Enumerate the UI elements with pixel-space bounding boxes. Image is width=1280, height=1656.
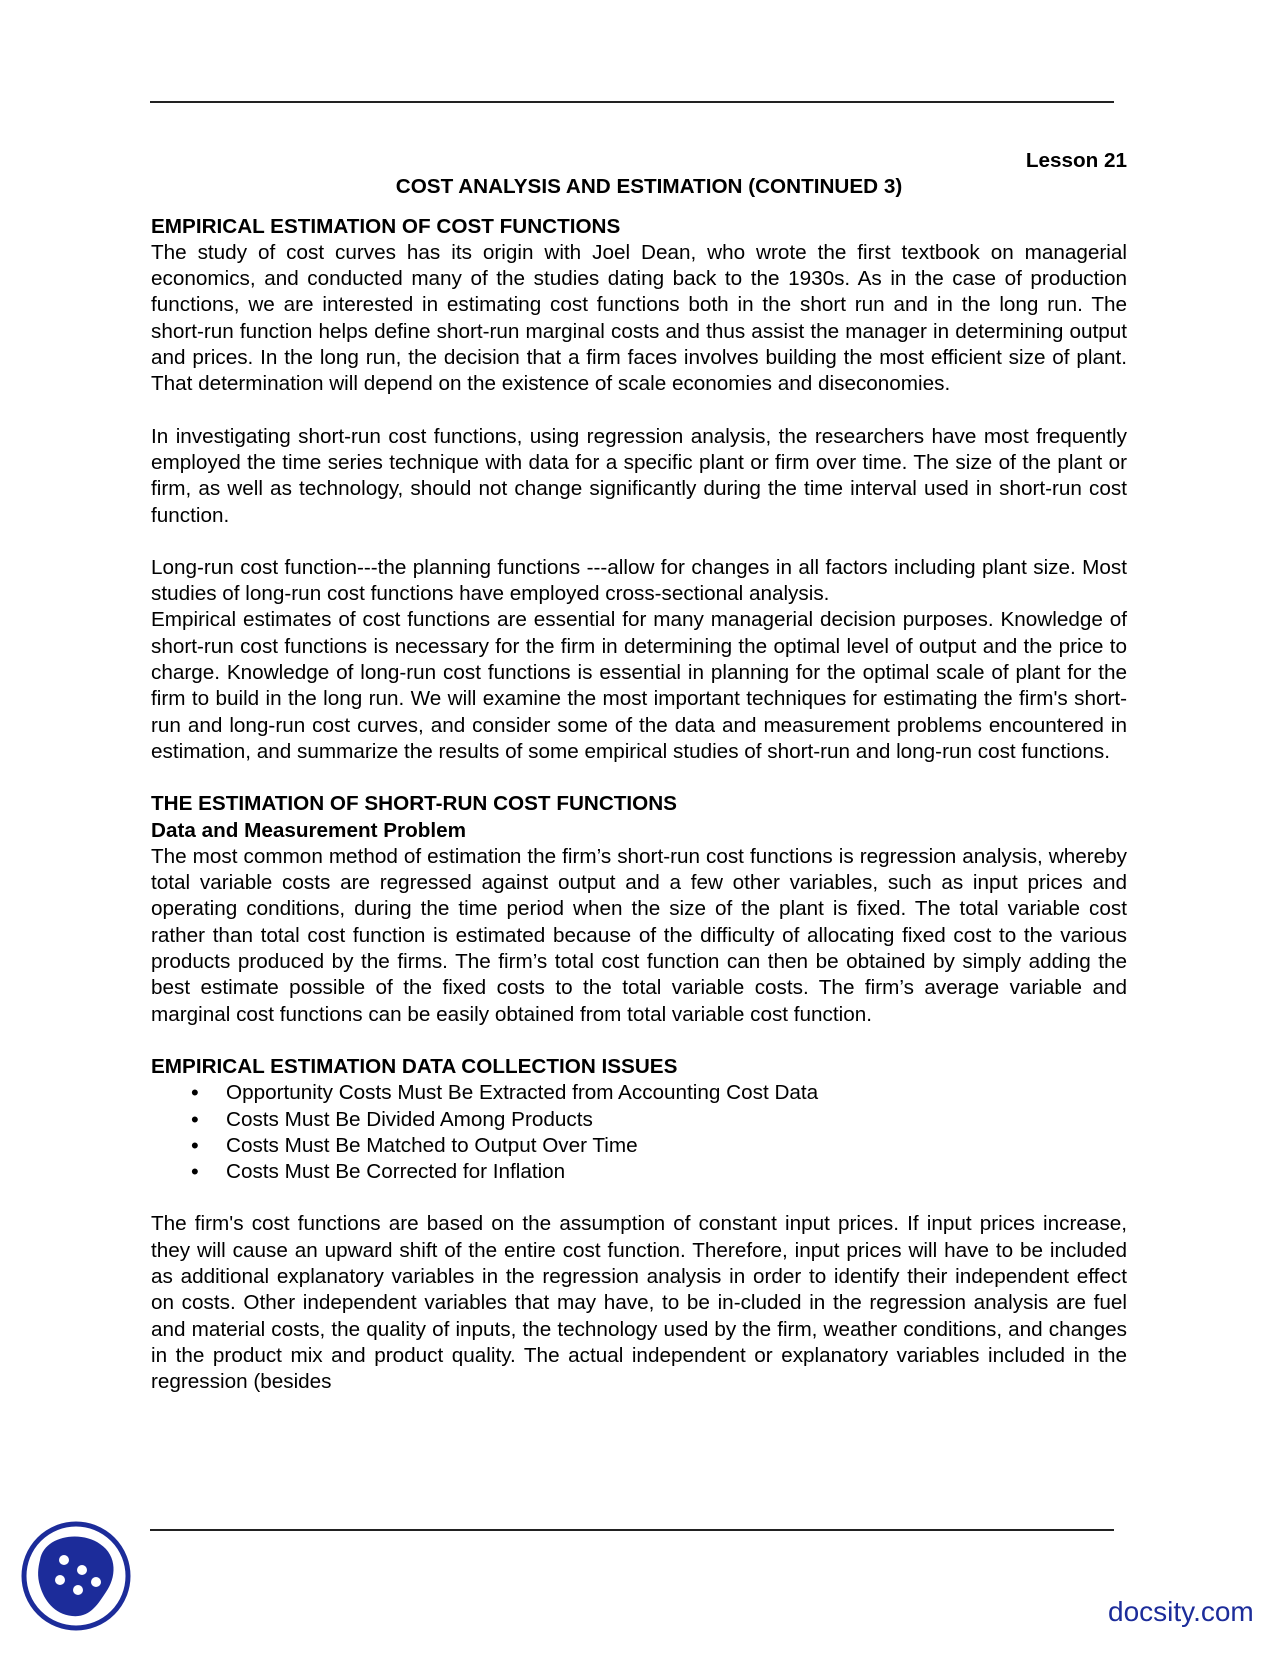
list-item: • Opportunity Costs Must Be Extracted from Accounting Cost Data — [191, 1080, 1127, 1106]
section-heading-shortrun: THE ESTIMATION OF SHORT-RUN COST FUNCTIONS — [151, 792, 677, 816]
page-title: COST ANALYSIS AND ESTIMATION (CONTINUED 3) — [395, 175, 903, 199]
docsity-logo-icon[interactable] — [20, 1520, 132, 1632]
top-rule — [150, 101, 1114, 103]
page-content — [151, 148, 1127, 1395]
paragraph-empirical-3: Long-run cost function---the planning functions ---allow for changes in all factors including plant size. Most studies of long-run cost functions have employed cross-sectional analysis. — [151, 555, 1127, 606]
list-item: • Costs Must Be Matched to Output Over Time — [191, 1133, 1127, 1159]
paragraph-issues-1: The firm's cost functions are based on the assumption of constant input prices. If input prices increase, they will cause an upward shift of the entire cost function. Therefore, input prices will have to be included as additional explanatory variables in the regression analysis in order to identify their independent effect on costs. Other independent variables that may have, to be in-cluded in the regression analysis are fuel and material costs, the quality of inputs, the technology used by the firm, weather conditions, and changes in the product mix and product quality. The actual independent or explanatory variables included in the regression (besides — [151, 1212, 1127, 1394]
bottom-rule — [150, 1529, 1114, 1531]
list-item: • Costs Must Be Divided Among Products — [191, 1107, 1127, 1133]
section-heading-issues: EMPIRICAL ESTIMATION DATA COLLECTION ISSUES — [151, 1054, 678, 1078]
paragraph-empirical-2: In investigating short-run cost functions, using regression analysis, the researchers have most frequently employed the time series technique with data for a specific plant or firm over time. The size of the plant or firm, as well as technology, should not change significantly during the time interval used in short-run cost function. — [151, 424, 1127, 527]
section-heading-empirical: EMPIRICAL ESTIMATION OF COST FUNCTIONS — [151, 214, 621, 238]
list-item: • Costs Must Be Corrected for Inflation — [191, 1159, 1127, 1185]
paragraph-empirical-4: Empirical estimates of cost functions are essential for many managerial decision purposes. Knowledge of short-run cost functions is necessary for the firm in determining the optimal level of output and the price to charge. Knowledge of long-run cost functions is essential in planning for the optimal scale of plant for the firm to build in the long run. We will examine the most important techniques for estimating the firm's short-run and long-run cost curves, and consider some of the data and measurement problems encountered in estimation, and summarize the results of some empirical studies of short-run and long-run cost functions. — [151, 608, 1127, 763]
subheading-data-measurement: Data and Measurement Problem — [151, 818, 466, 842]
paragraph-shortrun-1: The most common method of estimation the firm’s short-run cost functions is regression analysis, whereby total variable costs are regressed against output and a few other variables, such as input prices and operating conditions, during the time period when the size of the plant is fixed. The total variable cost rather than total cost function is estimated because of the difficulty of allocating fixed cost to the various products produced by the firms. The firm’s total cost function can then be obtained by simply adding the best estimate possible of the fixed costs to the total variable costs. The firm’s average variable and marginal cost functions can be easily obtained from total variable cost function. — [151, 844, 1127, 1026]
issues-list — [151, 1080, 1127, 1185]
paragraph-empirical-1: The study of cost curves has its origin with Joel Dean, who wrote the first textbook on managerial economics, and conducted many of the studies dating back to the 1930s. As in the case of production functions, we are interested in estimating cost functions both in the short run and in the long run. The short-run function helps define short-run marginal costs and thus assist the manager in determining output and prices. In the long run, the decision that a firm faces involves building the most efficient size of plant. That determination will depend on the existence of scale economies and diseconomies. — [151, 240, 1127, 396]
lesson-number: Lesson 21 — [1025, 149, 1127, 172]
docsity-brand-link[interactable]: docsity.com — [1108, 1596, 1254, 1627]
